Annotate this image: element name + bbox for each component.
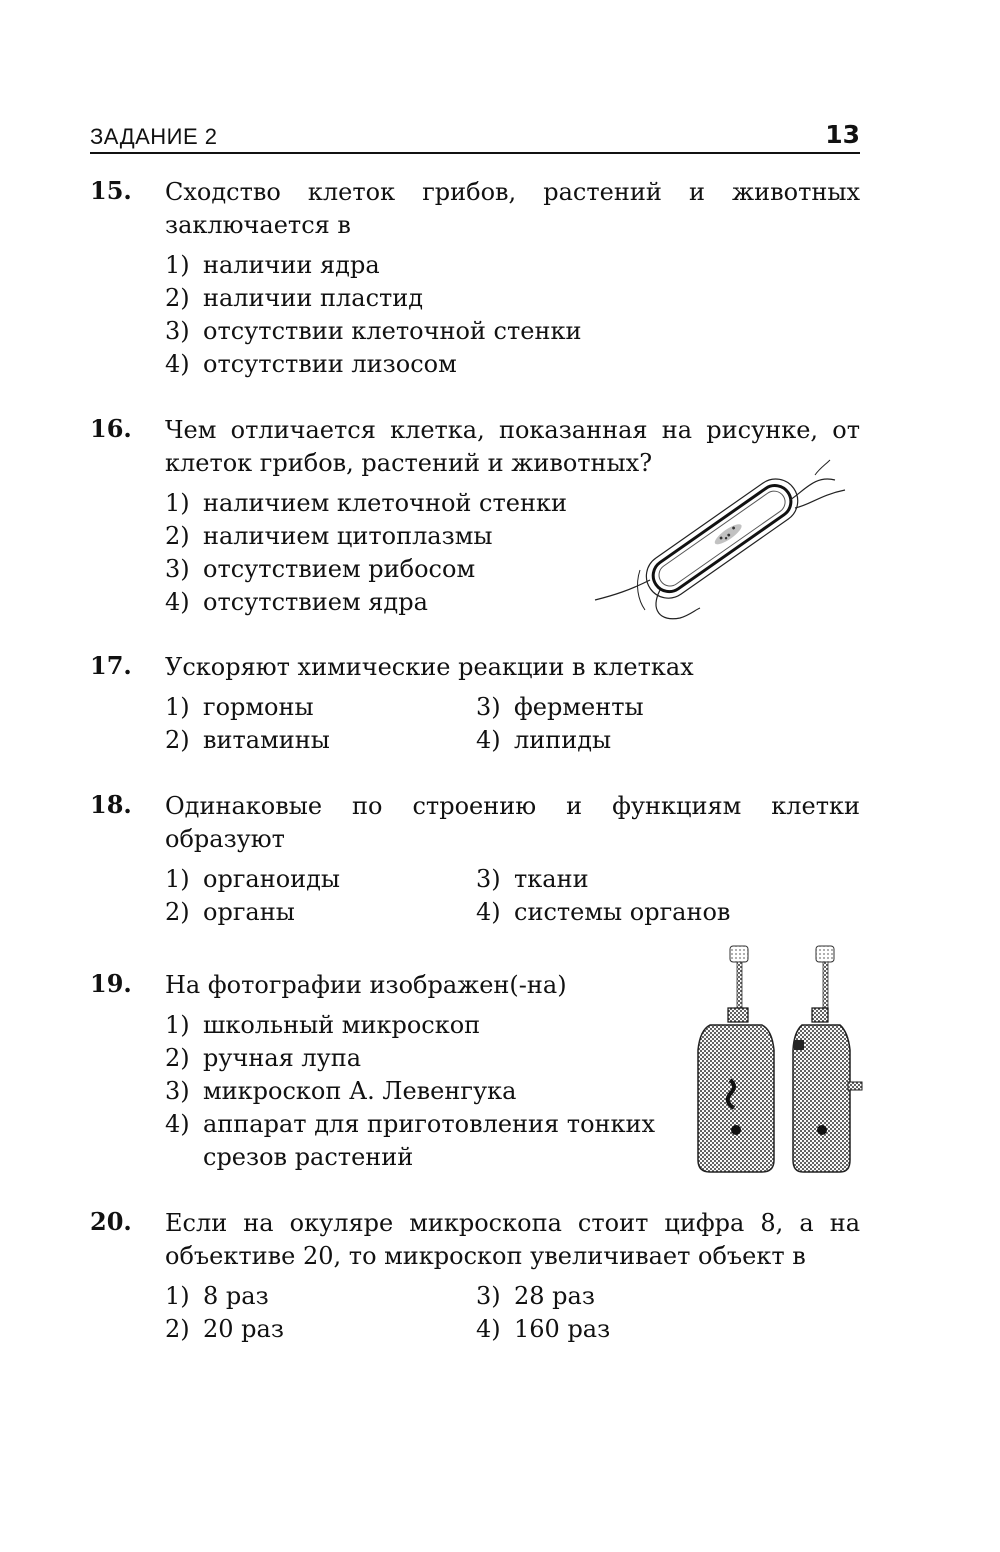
question-number: 20. (90, 1207, 132, 1236)
microscope-front-view (698, 946, 774, 1172)
section-title: ЗАДАНИЕ 2 (90, 124, 218, 149)
question-number: 15. (90, 176, 132, 205)
page-header (90, 118, 860, 154)
answer-option: 3) микроскоп А. Левенгука (165, 1077, 517, 1105)
question-text: Ускоряют химические реакции в клетках (165, 653, 694, 681)
answer-option: 3) ферменты (476, 693, 644, 721)
answer-option: 4) аппарат для приготовления тонких срезов растений (165, 1110, 656, 1171)
microscope-side-view (793, 946, 862, 1172)
answer-option: 4) липиды (476, 726, 612, 754)
question-number: 18. (90, 790, 132, 819)
question-text: Если на окуляре микроскопа стоит цифра 8, а на объективе 20, то микроскоп увеличивает объект в (165, 1209, 860, 1270)
question-number: 19. (90, 969, 132, 998)
question-text: Одинаковые по строению и функциям клетки образуют (165, 792, 860, 853)
answer-option: 1) наличии ядра (165, 251, 380, 279)
answer-option: 4) системы органов (476, 898, 731, 926)
answer-option: 2) органы (165, 898, 295, 926)
page-number: 13 (825, 120, 860, 149)
question-text: Сходство клеток грибов, растений и животных заключается в (165, 178, 860, 239)
question-number: 16. (90, 414, 132, 443)
question-text: На фотографии изображен(-на) (165, 971, 567, 999)
question-number: 17. (90, 651, 132, 680)
answer-option: 2) ручная лупа (165, 1044, 362, 1072)
answer-option: 4) 160 раз (476, 1315, 611, 1343)
answer-option: 2) витамины (165, 726, 330, 754)
answer-option: 3) ткани (476, 865, 589, 893)
microscope-photo (690, 940, 865, 1180)
answer-option: 4) отсутствием ядра (165, 588, 428, 616)
answer-option: 1) органоиды (165, 865, 341, 893)
answer-option: 3) 28 раз (476, 1282, 595, 1310)
question-text: Чем отличается клетка, показанная на рисунке, от клеток грибов, растений и животных? (165, 416, 860, 477)
answer-option: 1) наличием клеточной стенки (165, 489, 567, 517)
answer-option: 2) наличии пластид (165, 284, 424, 312)
bacterium-illustration (590, 450, 850, 630)
answer-option: 2) 20 раз (165, 1315, 284, 1343)
answer-option: 1) школьный микроскоп (165, 1011, 481, 1039)
answer-option: 1) 8 раз (165, 1282, 269, 1310)
answer-option: 3) отсутствии клеточной стенки (165, 317, 582, 345)
answer-option: 1) гормоны (165, 693, 314, 721)
answer-option: 4) отсутствии лизосом (165, 350, 457, 378)
answer-option: 2) наличием цитоплазмы (165, 522, 493, 550)
answer-option: 3) отсутствием рибосом (165, 555, 476, 583)
